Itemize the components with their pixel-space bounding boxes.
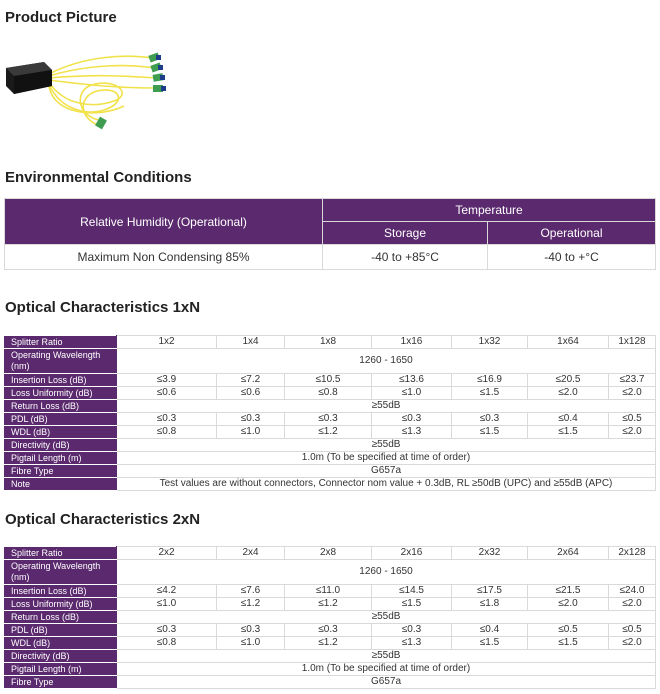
row-pigtail-length: [5, 663, 656, 676]
pdl-value: ≤0.3: [372, 624, 452, 637]
wdl-value: ≤1.3: [372, 426, 452, 439]
loss-uniformity-value: ≤2.0: [609, 598, 656, 611]
row-wdl: [5, 426, 656, 439]
optical-2xn-table: [4, 546, 656, 689]
humidity-value: Maximum Non Condensing 85%: [5, 245, 323, 270]
operational-header: Operational: [488, 222, 656, 245]
storage-value: -40 to +85°C: [323, 245, 488, 270]
optical-2xn-heading: Optical Characteristics 2xN: [5, 511, 201, 528]
loss-uniformity-value: ≤0.6: [217, 387, 285, 400]
splitter-ratio-value: 2x4: [217, 547, 285, 560]
insertion-loss-label: Insertion Loss (dB): [5, 585, 117, 598]
return-loss-label: Return Loss (dB): [5, 611, 117, 624]
insertion-loss-value: ≤10.5: [285, 374, 372, 387]
loss-uniformity-value: ≤0.8: [285, 387, 372, 400]
row-return-loss: [5, 400, 656, 413]
product-picture-heading: Product Picture: [5, 9, 117, 26]
loss-uniformity-value: ≤1.0: [372, 387, 452, 400]
insertion-loss-value: ≤23.7: [609, 374, 656, 387]
pdl-value: ≤0.3: [452, 413, 528, 426]
row-splitter-ratio: [5, 547, 656, 560]
optical-1xn-table: [4, 335, 656, 491]
loss-uniformity-value: ≤0.6: [117, 387, 217, 400]
environmental-table: [4, 198, 656, 270]
wdl-value: ≤1.0: [217, 426, 285, 439]
loss-uniformity-value: ≤2.0: [528, 387, 609, 400]
operating-wavelength-value: 1260 - 1650: [117, 349, 656, 374]
directivity-label: Directivity (dB): [5, 439, 117, 452]
row-insertion-loss: [5, 374, 656, 387]
insertion-loss-value: ≤7.6: [217, 585, 285, 598]
wdl-value: ≤1.2: [285, 637, 372, 650]
wdl-value: ≤1.5: [452, 637, 528, 650]
splitter-ratio-value: 1x64: [528, 336, 609, 349]
wdl-value: ≤1.5: [528, 426, 609, 439]
pigtail-length-label: Pigtail Length (m): [5, 663, 117, 676]
loss-uniformity-value: ≤2.0: [528, 598, 609, 611]
insertion-loss-value: ≤17.5: [452, 585, 528, 598]
fibre-type-label: Fibre Type: [5, 676, 117, 689]
insertion-loss-value: ≤16.9: [452, 374, 528, 387]
splitter-ratio-value: 2x16: [372, 547, 452, 560]
optical-1xn-heading: Optical Characteristics 1xN: [5, 299, 201, 316]
splitter-ratio-value: 1x8: [285, 336, 372, 349]
operating-wavelength-label: Operating Wavelength (nm): [5, 349, 117, 374]
pdl-label: PDL (dB): [5, 413, 117, 426]
row-loss-uniformity: [5, 598, 656, 611]
loss-uniformity-value: ≤1.0: [117, 598, 217, 611]
temperature-header: Temperature: [323, 199, 656, 222]
pdl-value: ≤0.3: [372, 413, 452, 426]
splitter-ratio-value: 1x4: [217, 336, 285, 349]
loss-uniformity-value: ≤1.2: [285, 598, 372, 611]
insertion-loss-value: ≤7.2: [217, 374, 285, 387]
directivity-label: Directivity (dB): [5, 650, 117, 663]
insertion-loss-value: ≤20.5: [528, 374, 609, 387]
pdl-value: ≤0.3: [117, 413, 217, 426]
splitter-ratio-value: 1x2: [117, 336, 217, 349]
wdl-value: ≤1.0: [217, 637, 285, 650]
insertion-loss-label: Insertion Loss (dB): [5, 374, 117, 387]
row-insertion-loss: [5, 585, 656, 598]
splitter-ratio-value: 2x8: [285, 547, 372, 560]
loss-uniformity-value: ≤2.0: [609, 387, 656, 400]
row-pigtail-length: [5, 452, 656, 465]
loss-uniformity-value: ≤1.5: [452, 387, 528, 400]
operational-value: -40 to +°C: [488, 245, 656, 270]
pdl-value: ≤0.3: [217, 413, 285, 426]
directivity-value: ≥55dB: [117, 439, 656, 452]
row-return-loss: [5, 611, 656, 624]
insertion-loss-value: ≤4.2: [117, 585, 217, 598]
insertion-loss-value: ≤14.5: [372, 585, 452, 598]
pdl-value: ≤0.3: [285, 413, 372, 426]
pdl-value: ≤0.5: [609, 413, 656, 426]
row-fibre-type: [5, 465, 656, 478]
row-pdl: [5, 413, 656, 426]
storage-header: Storage: [323, 222, 488, 245]
operating-wavelength-value: 1260 - 1650: [117, 560, 656, 585]
splitter-ratio-value: 1x32: [452, 336, 528, 349]
row-loss-uniformity: [5, 387, 656, 400]
fibre-type-value: G657a: [117, 676, 656, 689]
wdl-value: ≤2.0: [609, 637, 656, 650]
row-operating-wavelength: [5, 560, 656, 585]
splitter-ratio-value: 2x2: [117, 547, 217, 560]
splitter-ratio-value: 2x64: [528, 547, 609, 560]
loss-uniformity-value: ≤1.8: [452, 598, 528, 611]
splitter-ratio-label: Splitter Ratio: [5, 336, 117, 349]
pdl-label: PDL (dB): [5, 624, 117, 637]
row-directivity: [5, 650, 656, 663]
splitter-ratio-value: 1x16: [372, 336, 452, 349]
pdl-value: ≤0.3: [117, 624, 217, 637]
row-splitter-ratio: [5, 336, 656, 349]
environmental-heading: Environmental Conditions: [5, 169, 192, 186]
pigtail-length-value: 1.0m (To be specified at time of order): [117, 663, 656, 676]
row-pdl: [5, 624, 656, 637]
insertion-loss-value: ≤24.0: [609, 585, 656, 598]
splitter-ratio-value: 2x128: [609, 547, 656, 560]
directivity-value: ≥55dB: [117, 650, 656, 663]
wdl-value: ≤0.8: [117, 426, 217, 439]
loss-uniformity-label: Loss Uniformity (dB): [5, 387, 117, 400]
wdl-value: ≤0.8: [117, 637, 217, 650]
pdl-value: ≤0.5: [528, 624, 609, 637]
pigtail-length-label: Pigtail Length (m): [5, 452, 117, 465]
splitter-ratio-label: Splitter Ratio: [5, 547, 117, 560]
pdl-value: ≤0.4: [528, 413, 609, 426]
return-loss-value: ≥55dB: [117, 400, 656, 413]
insertion-loss-value: ≤11.0: [285, 585, 372, 598]
wdl-value: ≤2.0: [609, 426, 656, 439]
pdl-value: ≤0.3: [217, 624, 285, 637]
return-loss-label: Return Loss (dB): [5, 400, 117, 413]
wdl-value: ≤1.5: [528, 637, 609, 650]
row-wdl: [5, 637, 656, 650]
pdl-value: ≤0.4: [452, 624, 528, 637]
wdl-value: ≤1.2: [285, 426, 372, 439]
loss-uniformity-value: ≤1.5: [372, 598, 452, 611]
operating-wavelength-label: Operating Wavelength (nm): [5, 560, 117, 585]
wdl-value: ≤1.5: [452, 426, 528, 439]
row-directivity: [5, 439, 656, 452]
wdl-label: WDL (dB): [5, 426, 117, 439]
insertion-loss-value: ≤13.6: [372, 374, 452, 387]
fibre-type-label: Fibre Type: [5, 465, 117, 478]
fibre-type-value: G657a: [117, 465, 656, 478]
return-loss-value: ≥55dB: [117, 611, 656, 624]
note-label: Note: [5, 478, 117, 491]
wdl-label: WDL (dB): [5, 637, 117, 650]
splitter-ratio-value: 2x32: [452, 547, 528, 560]
row-fibre-type: [5, 676, 656, 689]
insertion-loss-value: ≤21.5: [528, 585, 609, 598]
pigtail-length-value: 1.0m (To be specified at time of order): [117, 452, 656, 465]
note-value: Test values are without connectors, Connector nom value + 0.3dB, RL ≥50dB (UPC) and ≥55dB (APC): [117, 478, 656, 491]
pdl-value: ≤0.5: [609, 624, 656, 637]
row-operating-wavelength: [5, 349, 656, 374]
wdl-value: ≤1.3: [372, 637, 452, 650]
pdl-value: ≤0.3: [285, 624, 372, 637]
humidity-header: Relative Humidity (Operational): [5, 199, 323, 245]
insertion-loss-value: ≤3.9: [117, 374, 217, 387]
loss-uniformity-value: ≤1.2: [217, 598, 285, 611]
row-note: [5, 478, 656, 491]
loss-uniformity-label: Loss Uniformity (dB): [5, 598, 117, 611]
product-photo: [4, 46, 169, 136]
splitter-ratio-value: 1x128: [609, 336, 656, 349]
